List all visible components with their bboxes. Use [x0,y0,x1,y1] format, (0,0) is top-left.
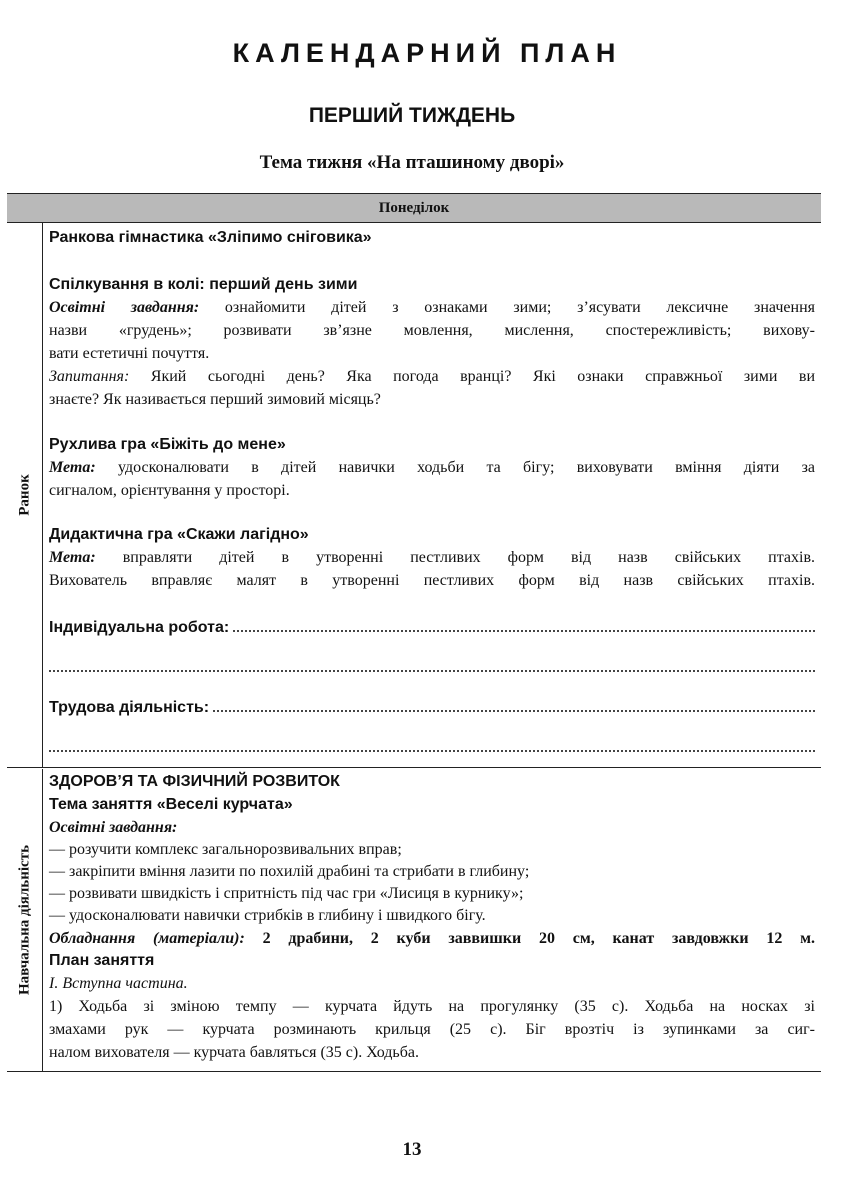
labor-activity-row-2 [49,736,815,752]
labor-activity-dots-2 [49,736,815,752]
circle-tasks-line-3: вати естетичні почуття. [49,345,210,362]
equipment-line [49,929,815,949]
active-game-goal-label: Мета: [49,459,96,476]
plan-line-3: налом вихователя — курчата бавляться (35 с). Ходьба. [49,1044,419,1061]
labor-activity-label: Трудова діяльність: [49,699,210,716]
lessons-side-label [7,769,43,1071]
plan-table [7,193,821,1072]
section-heading: ЗДОРОВ’Я ТА ФІЗИЧНИЙ РОЗВИТОК [49,773,340,790]
plan-part-1: I. Вступна частина. [49,975,188,992]
labor-activity-dots [213,696,815,712]
morning-row [7,223,821,768]
active-game-heading: Рухлива гра «Біжіть до мене» [49,436,286,453]
circle-questions-text: Який сьогодні день? Яка погода вранці? Які ознаки справжньої зими ви [129,368,815,385]
didactic-game-text: Вихователь вправляє малят в утворенні пестливих форм від назв свійських птахів. [49,572,815,589]
lesson-tasks-label: Освітні завдання: [49,819,178,836]
circle-heading: Спілкування в колі: перший день зими [49,276,358,293]
morning-label: Ранок [16,474,32,516]
plan-line-2: змахами рук — курчата розминають крильця (25 с). Біг врозтіч із зупинками за сиг- [49,1021,815,1038]
lesson-topic: Тема заняття «Веселі курчата» [49,796,293,813]
page-number: 13 [402,1139,422,1160]
didactic-game-goal-line [49,548,815,568]
circle-questions-line [49,367,815,387]
lesson-task-2: — закріпити вміння лазити по похилій драбині та стрибати в глибину; [49,863,530,880]
lessons-label: Навчальна діяльність [16,844,32,996]
individual-work-dots [233,616,815,632]
morning-content [49,223,815,767]
active-game-goal-text: удосконалювати в дітей навички ходьби та бігу; виховувати вміння діяти за [95,459,815,476]
gymnastics-heading: Ранкова гімнастика «Зліпимо сніговика» [49,229,372,246]
lesson-task-4: — удосконалювати навички стрибків в глибину і швидкого бігу. [49,907,486,924]
labor-activity-row [49,696,815,718]
didactic-game-heading: Дидактична гра «Скажи лагідно» [49,526,309,543]
morning-side-label [7,223,43,767]
active-game-goal-line [49,458,815,478]
circle-questions-line-2: знаєте? Як називається перший зимовий місяць? [49,391,381,408]
didactic-game-goal-text: вправляти дітей в утворенні пестливих форм від назв свійських птахів. [95,549,815,566]
page-title: КАЛЕНДАРНИЙ ПЛАН [232,38,622,68]
individual-work-row [49,616,815,638]
day-header: Понеділок [7,194,821,223]
circle-tasks-label: Освітні завдання: [49,299,200,316]
individual-work-label: Індивідуальна робота: [49,619,230,636]
individual-work-dots-2 [49,656,815,672]
plan-line-1: 1) Ходьба зі зміною темпу — курчата йдуть на прогулянку (35 с). Ходьба на носках зі [49,998,815,1015]
individual-work-row-2 [49,656,815,672]
lesson-task-3: — розвивати швидкість і спритність під час гри «Лисиця в курнику»; [49,885,524,902]
plan-heading: План заняття [49,952,155,969]
week-theme: Тема тижня «На пташиному дворі» [259,152,565,173]
circle-questions-label: Запитання: [49,368,130,385]
week-heading: ПЕРШИЙ ТИЖДЕНЬ [308,104,516,127]
active-game-goal-line-2: сигналом, орієнтування у просторі. [49,482,290,499]
lessons-row [7,769,821,1071]
lessons-content [49,769,815,1071]
circle-tasks-text: ознайомити дітей з ознаками зими; з’ясувати лексичне значення [199,299,815,316]
circle-tasks-line-2: назви «грудень»; розвивати зв’язне мовлення, мислення, спостережливість; вихову- [49,322,815,339]
didactic-game-goal-label: Мета: [49,549,96,566]
equipment-text: 2 драбини, 2 куби заввишки 20 см, канат завдовжки 12 м. [244,930,815,947]
equipment-label: Обладнання (матеріали): [49,930,245,947]
lesson-task-1: — розучити комплекс загальнорозвивальних вправ; [49,841,402,858]
circle-tasks-line [49,298,815,318]
